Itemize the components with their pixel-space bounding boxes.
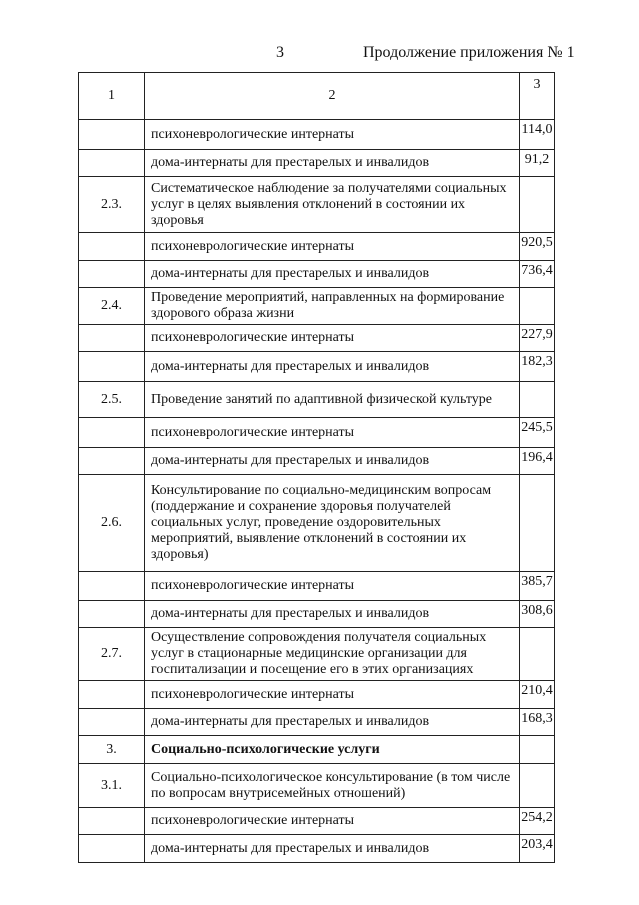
row-description: психоневрологические интернаты: [145, 572, 520, 601]
row-number: [79, 261, 145, 288]
table-row: [79, 681, 555, 709]
row-description: психоневрологические интернаты: [145, 120, 520, 150]
row-number: [79, 448, 145, 475]
row-description: Проведение занятий по адаптивной физической культуре: [145, 382, 520, 418]
row-description: психоневрологические интернаты: [145, 418, 520, 448]
row-description: психоневрологические интернаты: [145, 681, 520, 709]
row-number: [79, 709, 145, 736]
table-row: [79, 475, 555, 572]
row-number: [79, 233, 145, 261]
row-value: [520, 382, 555, 418]
table-row: [79, 233, 555, 261]
row-value: 385,7: [520, 572, 555, 601]
table-row: [79, 382, 555, 418]
row-value: [520, 475, 555, 572]
row-value: 168,3: [520, 709, 555, 736]
row-value: 114,0: [520, 120, 555, 150]
table-row: [79, 150, 555, 177]
column-header-value: 3: [520, 73, 555, 120]
table-row: [79, 835, 555, 863]
column-header-number: 1: [79, 73, 145, 120]
continuation-title: Продолжение приложения № 1: [363, 44, 575, 61]
row-description: Систематическое наблюдение за получателями социальных услуг в целях выявления отклонений в состоянии их здоровья: [145, 177, 520, 233]
row-description: дома-интернаты для престарелых и инвалидов: [145, 150, 520, 177]
row-number: [79, 120, 145, 150]
table-row: [79, 709, 555, 736]
row-description: дома-интернаты для престарелых и инвалидов: [145, 352, 520, 382]
row-number: [79, 352, 145, 382]
row-number: 2.6.: [79, 475, 145, 572]
row-value: 920,5: [520, 233, 555, 261]
row-value: [520, 177, 555, 233]
row-number: [79, 835, 145, 863]
row-description: дома-интернаты для престарелых и инвалидов: [145, 835, 520, 863]
row-number: [79, 150, 145, 177]
row-value: 254,2: [520, 808, 555, 835]
row-description: Консультирование по социально-медицинским вопросам (поддержание и сохранение здоровья получателей социальных услуг, проведение оздоровительных мероприятий, выявление отклонений в состоянии их здоровья): [145, 475, 520, 572]
row-number: [79, 572, 145, 601]
row-number: [79, 601, 145, 628]
row-description: дома-интернаты для престарелых и инвалидов: [145, 601, 520, 628]
row-number: [79, 681, 145, 709]
row-description: психоневрологические интернаты: [145, 808, 520, 835]
row-description: дома-интернаты для престарелых и инвалидов: [145, 709, 520, 736]
row-description: дома-интернаты для престарелых и инвалидов: [145, 261, 520, 288]
row-number: 3.: [79, 736, 145, 764]
table-row: [79, 120, 555, 150]
row-description: Социально-психологические услуги: [145, 736, 520, 764]
row-description: психоневрологические интернаты: [145, 233, 520, 261]
column-header-name: 2: [145, 73, 520, 120]
row-value: 210,4: [520, 681, 555, 709]
row-number: [79, 325, 145, 352]
row-value: 196,4: [520, 448, 555, 475]
row-value: 227,9: [520, 325, 555, 352]
row-description: Проведение мероприятий, направленных на формирование здорового образа жизни: [145, 288, 520, 325]
services-table: [78, 72, 555, 863]
table-row: [79, 572, 555, 601]
row-number: 2.3.: [79, 177, 145, 233]
row-description: Социально-психологическое консультирование (в том числе по вопросам внутрисемейных отношений): [145, 764, 520, 808]
row-value: 245,5: [520, 418, 555, 448]
row-number: 2.4.: [79, 288, 145, 325]
table-row: [79, 764, 555, 808]
row-number: 3.1.: [79, 764, 145, 808]
table-row: [79, 448, 555, 475]
table-row: [79, 325, 555, 352]
row-value: 182,3: [520, 352, 555, 382]
row-value: 91,2: [520, 150, 555, 177]
row-number: [79, 808, 145, 835]
table-row: [79, 177, 555, 233]
table-row: [79, 418, 555, 448]
table-row: [79, 261, 555, 288]
table-header-row: [79, 73, 555, 120]
row-description: дома-интернаты для престарелых и инвалидов: [145, 448, 520, 475]
table-row: [79, 601, 555, 628]
row-value: [520, 288, 555, 325]
table-row: [79, 628, 555, 681]
table-row: [79, 352, 555, 382]
table-row: [79, 736, 555, 764]
row-value: 203,4: [520, 835, 555, 863]
row-number: 2.5.: [79, 382, 145, 418]
table-row: [79, 288, 555, 325]
row-value: 308,6: [520, 601, 555, 628]
row-value: [520, 764, 555, 808]
page-number: 3: [276, 44, 284, 61]
table-row: [79, 808, 555, 835]
row-number: 2.7.: [79, 628, 145, 681]
row-number: [79, 418, 145, 448]
row-value: [520, 628, 555, 681]
row-value: [520, 736, 555, 764]
row-value: 736,4: [520, 261, 555, 288]
row-description: Осуществление сопровождения получателя социальных услуг в стационарные медицинские организации для госпитализации и посещение его в этих организациях: [145, 628, 520, 681]
row-description: психоневрологические интернаты: [145, 325, 520, 352]
